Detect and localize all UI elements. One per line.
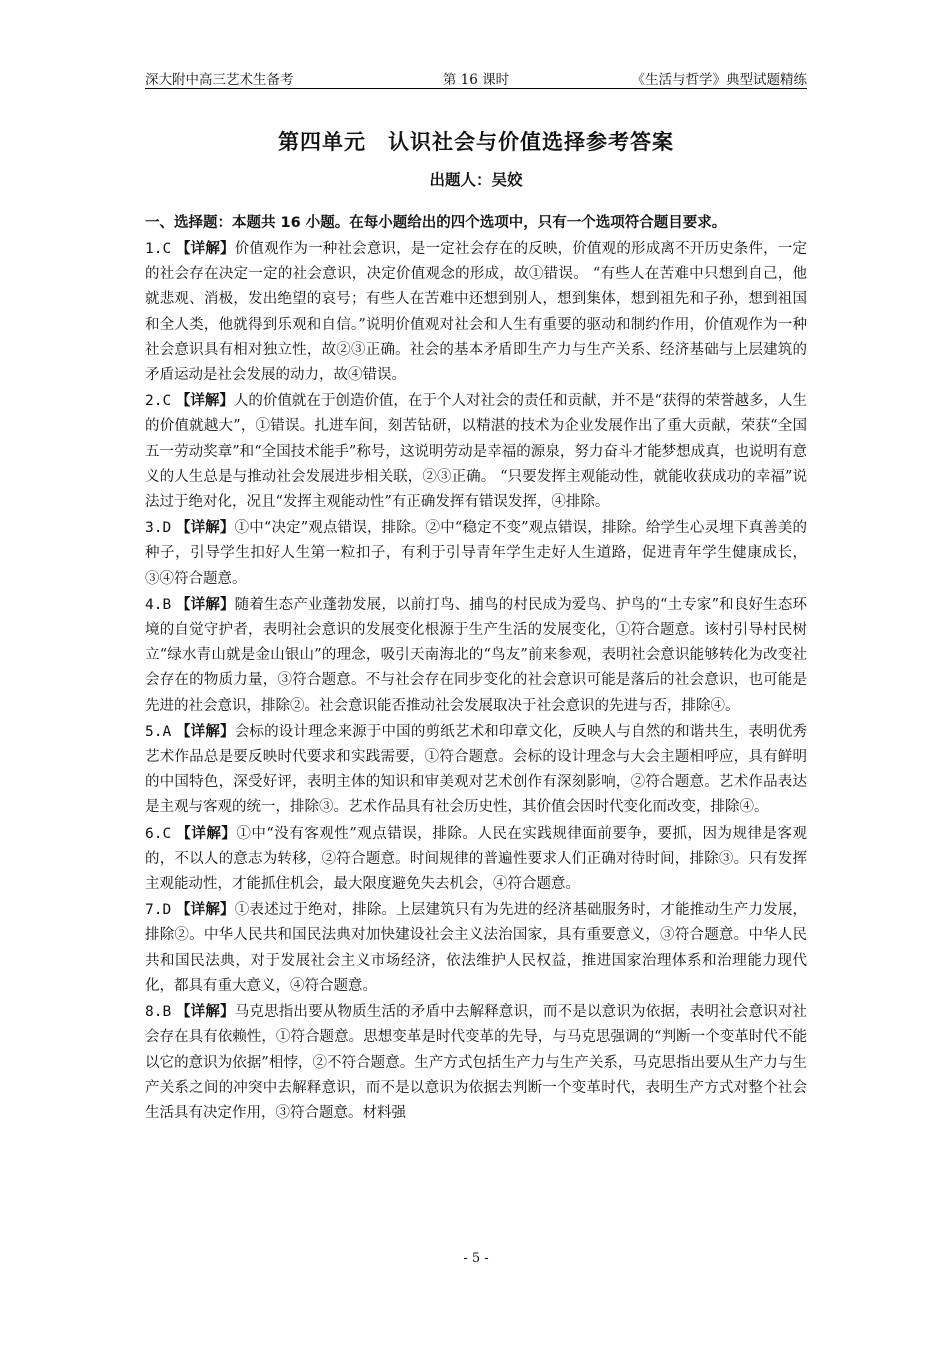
- answer-number: 8.B: [145, 1004, 172, 1021]
- answer-text: 马克思指出要从物质生活的矛盾中去解释意识，而不是以意识为依据，表明社会意识对社会存在具有依赖性，①符合题意。思想变革是时代变革的先导，与马克思强调的“判断一个变革时代不能以它的意识为依据”相悖，②不符合题意。生产方式包括生产力与生产关系，马克思指出要从生产力与生产关系之间的冲突中去解释意识，而不是以意识为依据去判断一个变革时代，表明生产方式对整个社会生活具有决定作用，③符合题意。材料强: [145, 1004, 808, 1121]
- answer-item: [145, 388, 807, 515]
- answer-item: [145, 236, 807, 388]
- page-title: 第四单元 认识社会与价值选择参考答案: [278, 130, 674, 154]
- answer-number: 5.A: [145, 723, 172, 740]
- answer-item: [145, 515, 807, 592]
- header-center-text: 第 16 课时: [442, 72, 510, 88]
- answer-text: ①中“决定”观点错误，排除。②中“稳定不变”观点错误，排除。给学生心灵埋下真善美的种子，引导学生扣好人生第一粒扣子，有利于引导青年学生走好人生道路，促进青年学生健康成长，③④符合题意。: [145, 520, 807, 587]
- answer-text: 随着生态产业蓬勃发展，以前打鸟、捕鸟的村民成为爱鸟、护鸟的“土专家”和良好生态环境的自觉守护者，表明社会意识的发展变化根源于生产生活的发展变化，①符合题意。该村引导村民树立“绿水青山就是金山银山”的理念，吸引天南海北的“鸟友”前来参观，表明社会意识能够转化为改变社会存在的物质力量，③符合题意。不与社会存在同步变化的社会意识可能是落后的社会意识，也可能是先进的社会意识，排除②。社会意识能否推动社会发展取决于社会意识的先进与否，排除④。: [145, 596, 808, 714]
- answer-text: ①表述过于绝对，排除。上层建筑只有为先进的经济基础服务时，才能推动生产力发展，排除②。中华人民共和国民法典对加快建设社会主义法治国家，具有重要意义，③符合题意。中华人民共和国民法典，对于发展社会主义市场经济，依法维护人民权益，推进国家治理体系和治理能力现代化，都具有重大意义，④符合题意。: [145, 902, 808, 994]
- answer-tag: 【详解】: [175, 595, 235, 613]
- answer-tag: 【详解】: [176, 901, 235, 919]
- answer-tag: 【详解】: [175, 392, 234, 410]
- answer-number: 4.B: [145, 596, 172, 613]
- page-number: - 5 -: [463, 1251, 489, 1266]
- author-line: 出题人：吴姣: [429, 171, 523, 189]
- answer-text: 价值观作为一种社会意识，是一定社会存在的反映，价值观的形成离不开历史条件，一定的社会存在决定一定的社会意识，决定价值观念的形成，故①错误。 “有些人在苦难中只想到自己，他就悲观、消极，发出绝望的哀号；有些人在苦难中还想到别人，想到集体，想到祖先和子孙，想到祖国和全人类，他就得到乐观和自信。”说明价值观对社会和人生有重要的驱动和制约作用，价值观作为一种社会意识具有相对独立性，故②③正确。社会的基本矛盾即生产力与生产关系、经济基础与上层建筑的矛盾运动是社会发展的动力，故④错误。: [145, 241, 808, 384]
- answer-number: 6.C: [145, 825, 172, 842]
- answer-item: [145, 719, 807, 821]
- answer-number: 2.C: [145, 393, 172, 410]
- header-left-text: 深大附中高三艺术生备考: [145, 72, 294, 88]
- page-header: [145, 66, 807, 89]
- answer-text: ①中“没有客观性”观点错误，排除。人民在实践规律面前要争，要抓，因为规律是客观的，不以人的意志为转移，②符合题意。时间规律的普遍性要求人们正确对待时间，排除③。只有发挥主观能动性，才能抓住机会，最大限度避免失去机会，④符合题意。: [145, 825, 808, 893]
- answer-tag: 【详解】: [176, 1003, 235, 1021]
- answer-tag: 【详解】: [176, 824, 237, 842]
- answer-tag: 【详解】: [176, 722, 235, 740]
- answer-number: 1.C: [145, 241, 172, 257]
- answer-number: 7.D: [145, 902, 172, 919]
- section-title: 一、选择题：本题共 16 小题。在每小题给出的四个选项中，只有一个选项符合题目要求。: [145, 215, 727, 231]
- answer-text: 人的价值就在于创造价值，在于个人对社会的责任和贡献，并不是“获得的荣誉越多，人生的价值就越大”，①错误。扎进车间，刻苦钻研，以精湛的技术为企业发展作出了重大贡献，荣获“全国五一劳动奖章”和“全国技术能手”称号，这说明劳动是幸福的源泉，努力奋斗才能梦想成真，也说明有意义的人生总是与推动社会发展进步相关联，②③正确。 “只要发挥主观能动性，就能收获成功的幸福”说法过于绝对化，况且“发挥主观能动性”有正确发挥有错误发挥，④排除。: [145, 393, 808, 511]
- answer-content: [145, 210, 807, 1126]
- answer-number: 3.D: [145, 520, 172, 537]
- answer-item: [145, 821, 807, 898]
- answer-item: [145, 897, 807, 999]
- answer-item: [145, 999, 807, 1126]
- answer-text: 会标的设计理念来源于中国的剪纸艺术和印章文化，反映人与自然的和谐共生，表明优秀艺术作品总是要反映时代要求和实践需要，①符合题意。会标的设计理念与大会主题相呼应，具有鲜明的中国特色，深受好评，表明主体的知识和审美观对艺术创作有深刻影响，②符合题意。艺术作品表达是主观与客观的统一，排除③。艺术作品具有社会历史性，其价值会因时代变化而改变，排除④。: [145, 723, 808, 816]
- answer-tag: 【详解】: [175, 519, 235, 537]
- answer-tag: 【详解】: [176, 240, 235, 257]
- header-right-text: 《生活与哲学》典型试题精练: [631, 72, 807, 88]
- answer-item: [145, 592, 807, 719]
